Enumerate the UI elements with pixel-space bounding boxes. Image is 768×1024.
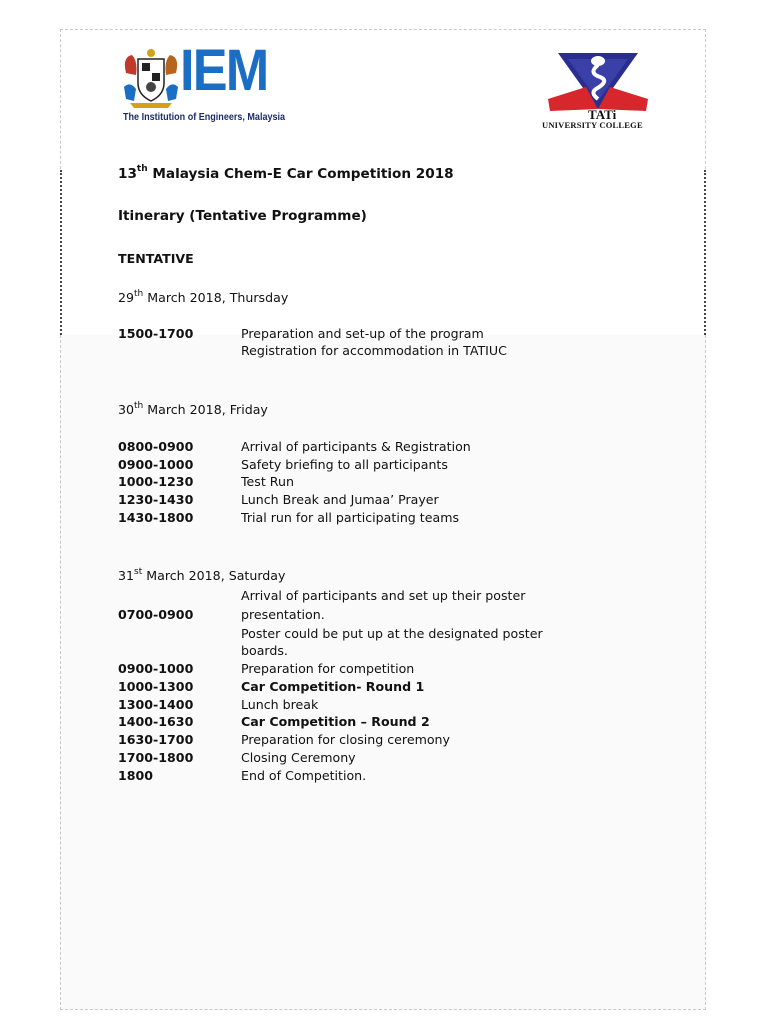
document-title: 13th Malaysia Chem-E Car Competition 2018 — [118, 164, 454, 182]
day3-activity-2: Car Competition- Round 1 — [241, 679, 425, 694]
day3-activity-5: Preparation for closing ceremony — [241, 732, 450, 747]
day3-activity-6: Closing Ceremony — [241, 750, 356, 765]
day3-time-5: 1630-1700 — [118, 732, 194, 747]
day3-arrival-time: 0700-0900 — [118, 607, 194, 622]
iem-tagline: The Institution of Engineers, Malaysia — [123, 111, 286, 123]
day3-time-2: 1000-1300 — [118, 679, 194, 694]
page-edge-left — [60, 170, 62, 335]
day3-time-4: 1400-1630 — [118, 714, 194, 729]
page-border-right — [705, 29, 706, 169]
day3-heading: 31st March 2018, Saturday — [118, 566, 286, 583]
day3-arrival-line-4: boards. — [241, 643, 288, 658]
tati-name: TATi — [588, 107, 617, 122]
day2-time-1: 0800-0900 — [118, 439, 194, 454]
day3-arrival-line-1: Arrival of participants and set up their poster — [241, 588, 526, 603]
day3-time-6: 1700-1800 — [118, 750, 194, 765]
day3-arrival-line-3: Poster could be put up at the designated poster — [241, 626, 543, 641]
day2-activity-4: Lunch Break and Jumaa’ Prayer — [241, 492, 439, 507]
iem-wordmark: IEM — [180, 38, 268, 103]
tati-logo — [540, 45, 660, 133]
day1-activity-1: Preparation and set-up of the program — [241, 326, 484, 341]
iem-logo — [120, 38, 286, 130]
page-edge-right — [704, 170, 706, 335]
day2-activity-5: Trial run for all participating teams — [241, 510, 460, 525]
day1-time-1: 1500-1700 — [118, 326, 194, 341]
day3-arrival-line-2: presentation. — [241, 607, 325, 622]
day2-time-2: 0900-1000 — [118, 457, 194, 472]
tati-subtitle: UNIVERSITY COLLEGE — [542, 120, 643, 130]
day3-time-3: 1300-1400 — [118, 697, 194, 712]
day2-activity-1: Arrival of participants & Registration — [241, 439, 471, 454]
day3-activity-1: Preparation for competition — [241, 661, 415, 676]
iem-crest-icon — [120, 47, 182, 109]
day2-heading: 30th March 2018, Friday — [118, 400, 268, 417]
day2-time-5: 1430-1800 — [118, 510, 194, 525]
page-border-left — [60, 29, 61, 169]
day3-activity-7: End of Competition. — [241, 768, 367, 783]
day2-activity-3: Test Run — [241, 474, 294, 489]
day2-activity-2: Safety briefing to all participants — [241, 457, 448, 472]
day2-time-3: 1000-1230 — [118, 474, 194, 489]
day3-time-7: 1800 — [118, 768, 154, 783]
day3-activity-4: Car Competition – Round 2 — [241, 714, 430, 729]
day3-activity-3: Lunch break — [241, 697, 319, 712]
day3-time-1: 0900-1000 — [118, 661, 194, 676]
day1-heading: 29th March 2018, Thursday — [118, 288, 289, 305]
day1-activity-2: Registration for accommodation in TATIUC — [241, 343, 507, 358]
tentative-label: TENTATIVE — [118, 251, 194, 266]
document-subtitle: Itinerary (Tentative Programme) — [118, 208, 367, 224]
day2-time-4: 1230-1430 — [118, 492, 194, 507]
